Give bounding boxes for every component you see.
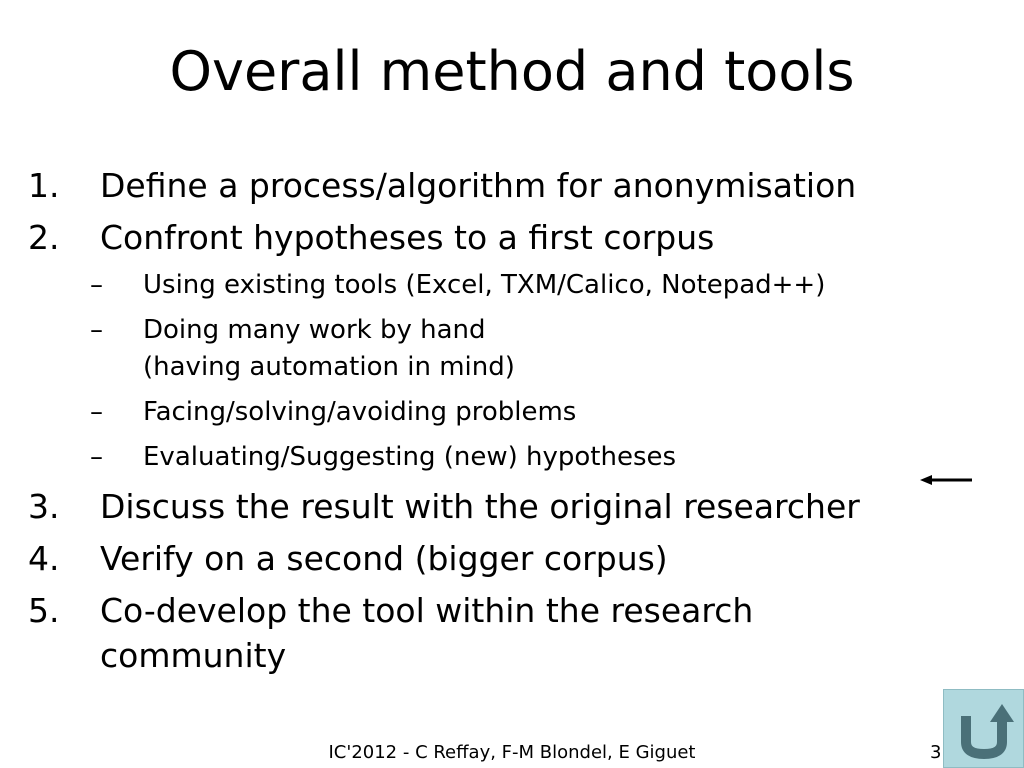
dash-marker: – (90, 442, 103, 472)
dash-marker: – (90, 270, 103, 300)
list-item-text: Define a process/algorithm for anonymisation (100, 166, 857, 205)
sub-item-text: Facing/solving/avoiding problems (143, 397, 577, 427)
page-number: 3 (930, 742, 942, 763)
sub-item-text: Using existing tools (Excel, TXM/Calico, Notepad++) (143, 270, 826, 300)
list-item-text: Co-develop the tool within the research (100, 591, 754, 630)
list-marker: 2. (28, 218, 60, 257)
dash-marker: – (90, 315, 103, 345)
list-item-text: Verify on a second (bigger corpus) (100, 539, 668, 578)
slide-title: Overall method and tools (169, 40, 855, 103)
sub-item-text: (having automation in mind) (143, 352, 515, 382)
list-marker: 4. (28, 539, 60, 578)
left-arrow-icon (918, 468, 974, 492)
sub-item-text: Evaluating/Suggesting (new) hypotheses (143, 442, 677, 472)
list-marker: 3. (28, 487, 60, 526)
slide-footer: IC'2012 - C Reffay, F-M Blondel, E Giguet (328, 742, 696, 763)
list-marker: 5. (28, 591, 60, 630)
list-item-text: community (100, 636, 287, 675)
list-item-text: Discuss the result with the original researcher (100, 487, 860, 526)
dash-marker: – (90, 397, 103, 427)
u-turn-arrow-icon (952, 698, 1016, 760)
home-button[interactable] (943, 689, 1024, 768)
list-item-text: Confront hypotheses to a first corpus (100, 218, 715, 257)
list-marker: 1. (28, 166, 60, 205)
sub-item-text: Doing many work by hand (143, 315, 486, 345)
